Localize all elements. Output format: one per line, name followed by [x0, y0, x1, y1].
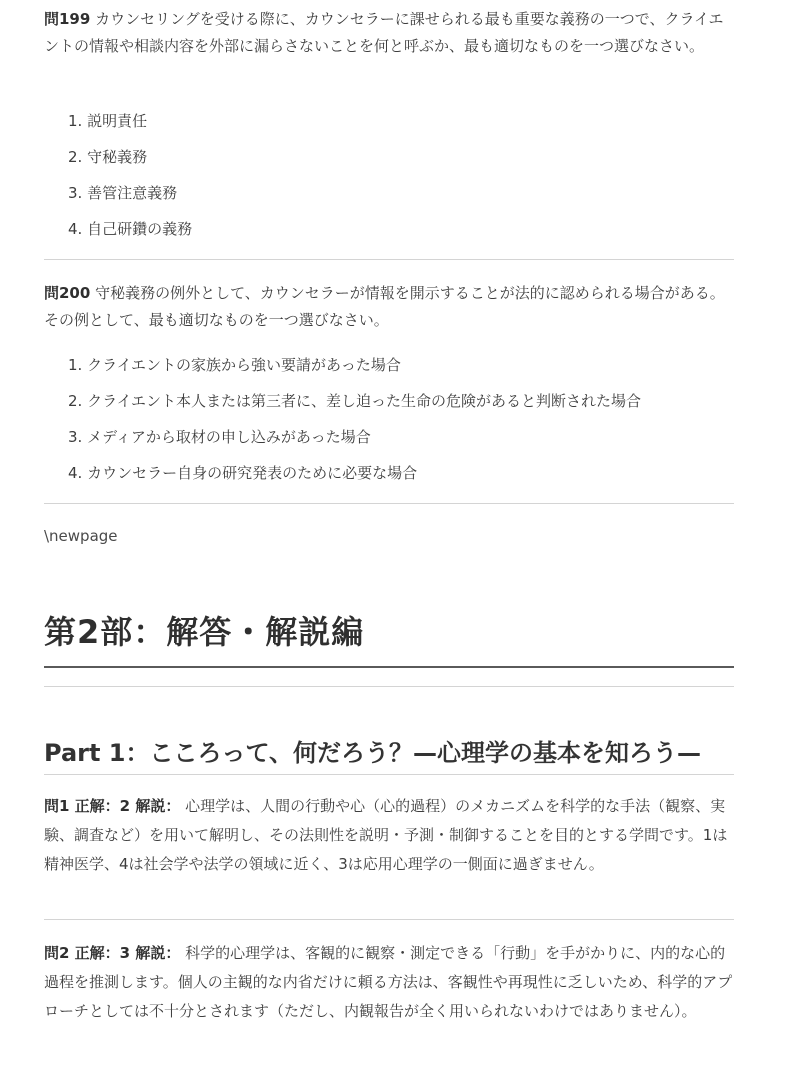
section-title: 第2部：解答・解説編 — [44, 613, 365, 651]
answer-label: 問2 正解：3 解説： — [44, 944, 181, 962]
question-199-options — [68, 103, 192, 247]
divider — [44, 503, 734, 504]
divider — [44, 919, 734, 920]
option-item: 1. 説明責任 — [68, 112, 148, 130]
part-title: Part 1：こころって、何だろう？—心理学の基本を知ろう— — [44, 739, 702, 767]
option-item: 3. メディアから取材の申し込みがあった場合 — [68, 428, 371, 446]
question-text: カウンセリングを受ける際に、カウンセラーに課せられる最も重要な義務の一つで、クライエントの情報や相談内容を外部に漏らさないことを何と呼ぶか、最も適切なものを一つ選びなさい。 — [44, 10, 724, 55]
question-number: 問200 — [44, 284, 91, 302]
answer-1 — [44, 792, 736, 879]
option-item: 4. カウンセラー自身の研究発表のために必要な場合 — [68, 464, 418, 482]
newpage-marker: \newpage — [44, 527, 118, 545]
question-text: 守秘義務の例外として、カウンセラーが情報を開示することが法的に認められる場合がある。その例として、最も適切なものを一つ選びなさい。 — [44, 284, 725, 329]
answer-label: 問1 正解：2 解説： — [44, 797, 181, 815]
divider — [44, 686, 734, 687]
divider — [44, 259, 734, 260]
heading-underline — [44, 666, 734, 668]
option-item: 3. 善管注意義務 — [68, 184, 178, 202]
option-item: 4. 自己研鑽の義務 — [68, 220, 193, 238]
question-200 — [44, 280, 736, 334]
answer-text: 心理学は、人間の行動や心（心的過程）のメカニズムを科学的な手法（観察、実験、調査など）を用いて解明し、その法則性を説明・予測・制御することを目的とする学問です。1は精神医学、4は社会学や法学の領域に近く、3は応用心理学の一側面に過ぎません。 — [44, 797, 728, 873]
divider — [44, 774, 734, 775]
answer-2 — [44, 939, 736, 1026]
option-item: 1. クライエントの家族から強い要請があった場合 — [68, 356, 401, 374]
question-199 — [44, 6, 736, 60]
option-item: 2. 守秘義務 — [68, 148, 148, 166]
question-200-options — [68, 347, 641, 491]
question-number: 問199 — [44, 10, 91, 28]
option-item: 2. クライエント本人または第三者に、差し迫った生命の危険があると判断された場合 — [68, 392, 642, 410]
answer-text: 科学的心理学は、客観的に観察・測定できる「行動」を手がかりに、内的な心的過程を推測します。個人の主観的な内省だけに頼る方法は、客観性や再現性に乏しいため、科学的アプローチとしては不十分とされます（ただし、内観報告が全く用いられないわけではありません）。 — [44, 944, 733, 1020]
